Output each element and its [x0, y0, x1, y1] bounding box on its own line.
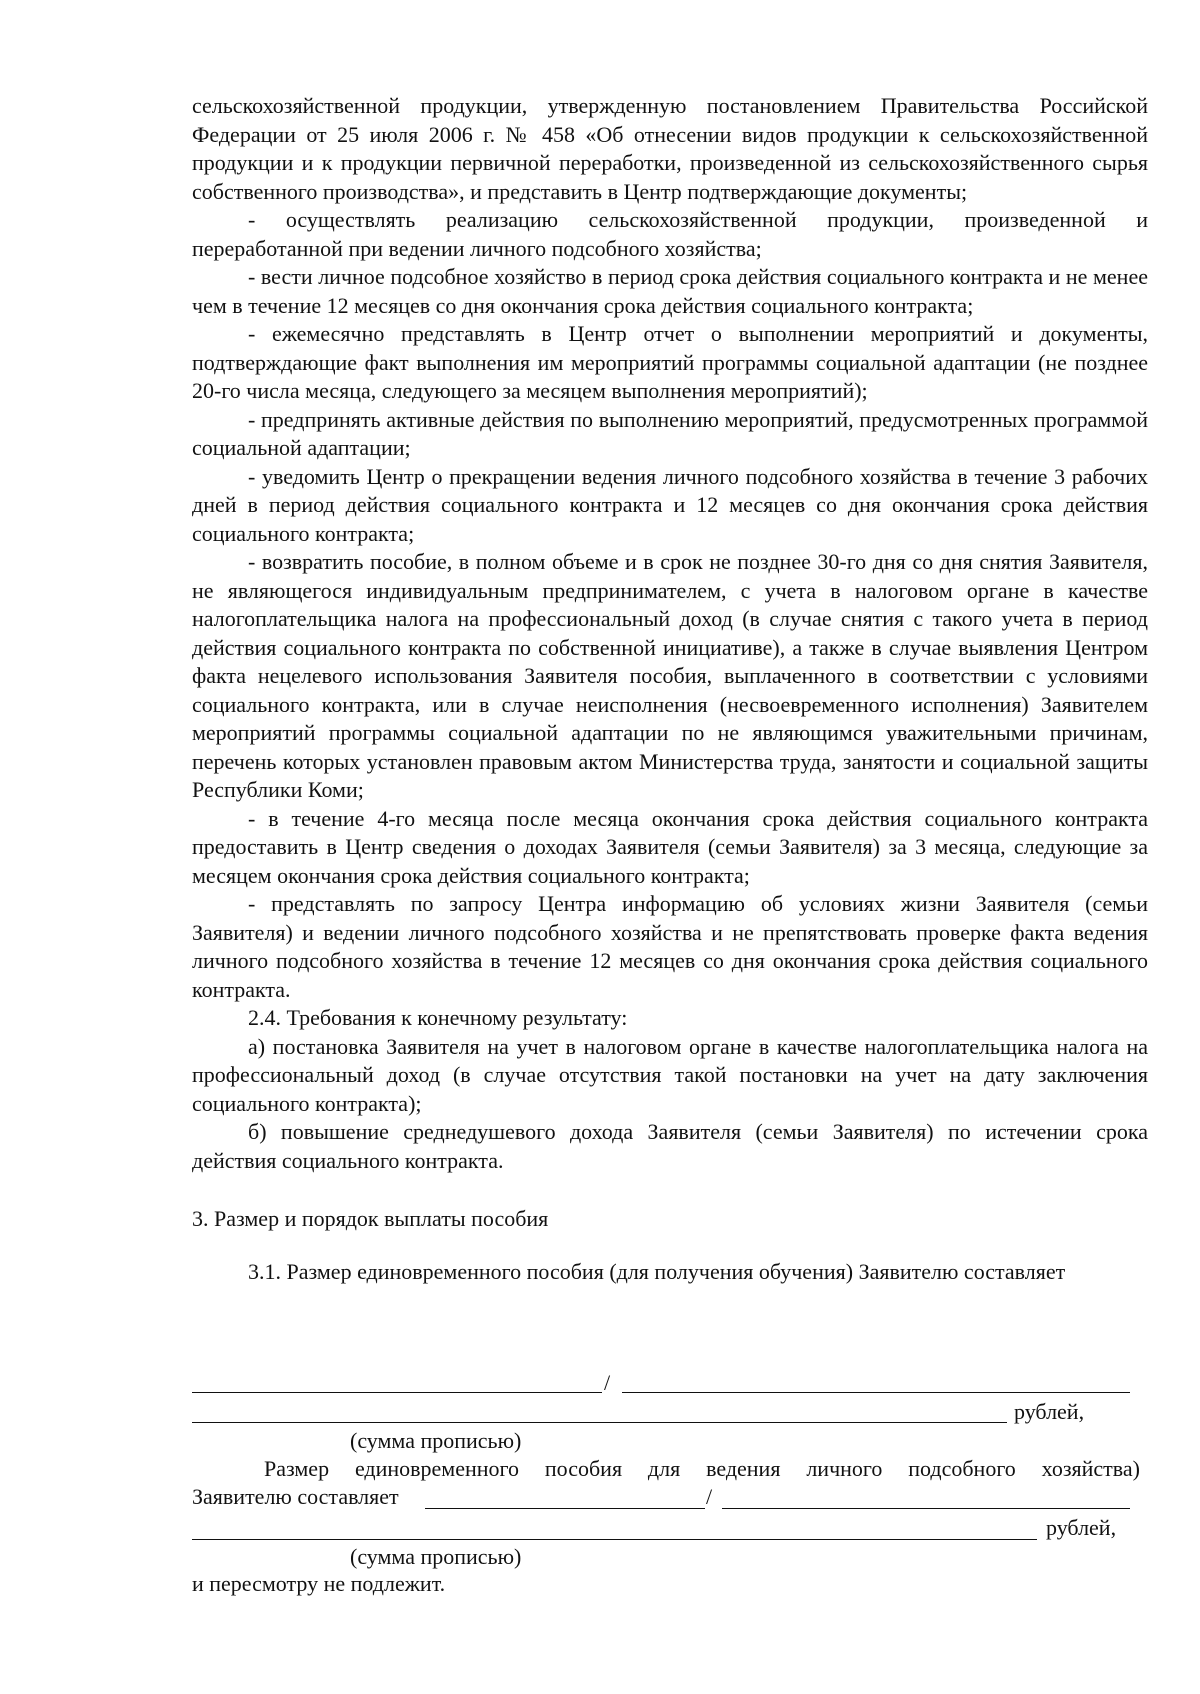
amount-words-line-2a	[722, 1508, 1130, 1509]
section-heading: 3. Размер и порядок выплаты пособия	[192, 1206, 549, 1231]
paragraph-obligation: - возвратить пособие, в полном объеме и в срок не позднее 30-го дня со дня снятия Заявителя, не являющегося индивидуальным предпринимателем, с учета в налоговом органе в качестве налогоплательщика налога на профессиональный доход (в случае снятия с такого учета в период действия социального контракта по собственной инициативе), а также в случае выявления Центром факта нецелевого использования Заявителя пособия, выплаченного в соответствии с условиями социального контракта, или в случае неисполнения (несвоевременного исполнения) Заявителем мероприятий программы социальной адаптации по не являющимся уважительными причинам, перечень которых установлен правовым актом Министерства труда, занятости и социальной защиты Республики Коми;	[192, 549, 1148, 802]
paragraph-obligation: - в течение 4-го месяца после месяца окончания срока действия социального контракта предоставить в Центр сведения о доходах Заявителя (семьи Заявителя) за 3 месяца, следующие за месяцем окончания срока действия социального контракта;	[192, 805, 1148, 888]
paragraph-requirements-heading: 2.4. Требования к конечному результату:	[248, 1005, 628, 1030]
paragraph-obligation: - уведомить Центр о прекращении ведения личного подсобного хозяйства в течение 3 рабочих дней в период действия социального контракта и 12 месяцев со дня окончания срока действия социального контракта;	[192, 463, 1148, 546]
amount-caption-1: (сумма прописью)	[350, 1428, 522, 1453]
paragraph-obligation: - вести личное подсобное хозяйство в период срока действия социального контракта и не менее чем в течение 12 месяцев со дня окончания срока действия социального контракта;	[192, 264, 1148, 318]
paragraph-obligation: - представлять по запросу Центра информацию об условиях жизни Заявителя (семьи Заявителя) и ведении личного подсобного хозяйства и не препятствовать проверке факта ведения личного подсобного хозяйства в течение 12 месяцев со дня окончания срока действия социального контракта.	[192, 891, 1148, 1002]
final-text: и пересмотру не подлежит.	[192, 1571, 446, 1596]
amount-words-line-1b	[192, 1422, 1007, 1423]
clause-lph-line2: Заявителю составляет	[192, 1484, 399, 1509]
paragraph-obligation: - ежемесячно представлять в Центр отчет о выполнении мероприятий и документы, подтверждающие факт выполнения им мероприятий программы социальной адаптации (не позднее 20-го числа месяца, следующего за месяцем выполнения мероприятий);	[192, 321, 1148, 403]
paragraph-requirement-b: б) повышение среднедушевого дохода Заявителя (семьи Заявителя) по истечении срока действия социального контракта.	[192, 1119, 1148, 1173]
slash-separator-2: /	[706, 1484, 713, 1509]
clause-lph-line1: Размер единовременного пособия для ведения личного подсобного хозяйства)	[264, 1456, 1140, 1481]
amount-digits-line-1	[192, 1392, 602, 1393]
rubles-label-2: рублей,	[1046, 1515, 1117, 1540]
amount-words-line-2b	[192, 1539, 1037, 1540]
paragraph-requirement-a: а) постановка Заявителя на учет в налоговом органе в качестве налогоплательщика налога на профессиональный доход (в случае отсутствия такой постановки на учет на дату заключения социального контракта);	[192, 1033, 1148, 1116]
amount-digits-line-2	[425, 1508, 705, 1509]
clause-3-1: 3.1. Размер единовременного пособия (для получения обучения) Заявителю составляет	[248, 1258, 1066, 1284]
paragraph-obligation: - предпринять активные действия по выполнению мероприятий, предусмотренных программой социальной адаптации;	[192, 406, 1148, 460]
slash-separator-1: /	[604, 1370, 611, 1395]
paragraph-continuation: сельскохозяйственной продукции, утвержденную постановлением Правительства Российской Федерации от 25 июля 2006 г. № 458 «Об отнесении видов продукции к сельскохозяйственной продукции и к продукции первичной переработки, произведенной из сельскохозяйственного сырья собственного производства», и представить в Центр подтверждающие документы;	[192, 93, 1148, 204]
document-body	[192, 92, 1148, 1286]
amount-caption-2: (сумма прописью)	[350, 1544, 522, 1569]
paragraph-obligation: - осуществлять реализацию сельскохозяйственной продукции, произведенной и переработанной при ведении личного подсобного хозяйства;	[192, 207, 1148, 261]
amount-words-line-1a	[622, 1392, 1130, 1393]
rubles-label-1: рублей,	[1014, 1399, 1085, 1424]
